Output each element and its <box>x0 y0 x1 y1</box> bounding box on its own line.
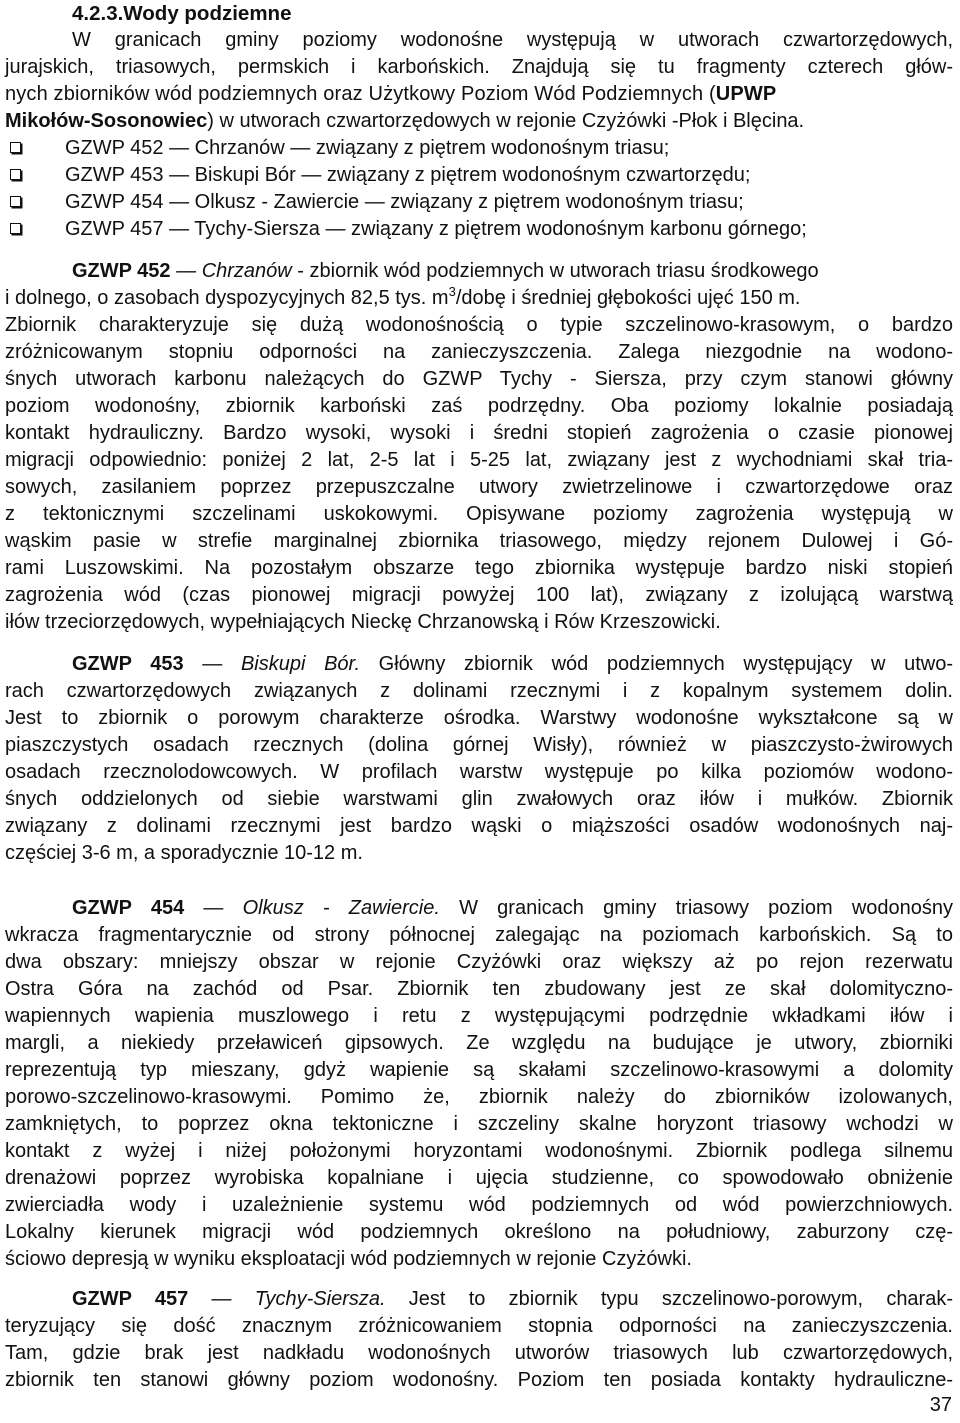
paragraph-line: reprezentują typ mieszany, gdyż wapienie są skałami szczelinowo-krasowymi a dolomity <box>5 1059 953 1081</box>
paragraph-line: Tam, gdzie brak jest nadkładu wodonośnych utworów triasowych lub czwartorzędowych, <box>5 1342 953 1364</box>
paragraph-line: i dolnego, o zasobach dyspozycyjnych 82,5 tys. $m^3$/dobę i średniej głębokości ujęć 150 m. <box>5 284 801 309</box>
paragraph-line: śnych utworach karbonu należących do GZWP Tychy - Siersza, przy czym stanowi główny <box>5 368 953 390</box>
paragraph-line: zagrożenia wód (czas pionowej migracji powyżej 100 lat), związany z izolującą warstwą <box>5 584 953 606</box>
paragraph-line: iłów trzeciorzędowych, wypełniających Nieckę Chrzanowską i Rów Krzeszowicki. <box>5 611 721 633</box>
checkbox-bullet-icon <box>10 142 21 153</box>
paragraph-line: rach czwartorzędowych związanych z dolinami rzecznymi i z kopalnym systemem dolin. <box>5 680 953 702</box>
paragraph-line: śnych oddzielonych od siebie warstwami glin zwałowych oraz iłów i mułków. Zbiornik <box>5 788 953 810</box>
paragraph-line: zróżnicowanym stopniu odporności na zanieczyszczenia. Zalega niezgodnie na wodono- <box>5 341 953 363</box>
paragraph-line: drenażowi poprzez wyrobiska kopalniane i ujęcia studzienne, co spowodowało obniżenie <box>5 1167 953 1189</box>
paragraph-line: z tektonicznymi szczelinami uskokowymi. Opisywane poziomy zagrożenia występują w <box>5 503 953 525</box>
paragraph-line: osadach rzecznolodowcowych. W profilach warstw występuje po kilka poziomów wodono- <box>5 761 953 783</box>
paragraph-line: GZWP 454 — Olkusz - Zawiercie. W granicach gminy triasowy poziom wodonośny <box>72 897 954 919</box>
page-number: 37 <box>929 1394 952 1416</box>
paragraph-line: wapiennych wapienia muszlowego i retu z występującymi podrzędnie wkładkami iłów i <box>5 1005 953 1027</box>
intro-line: W granicach gminy poziomy wodonośne występują w utworach czwartorzędowych, <box>72 29 953 51</box>
paragraph-line: GZWP 453 — Biskupi Bór. Główny zbiornik wód podziemnych występujący w utwo- <box>72 653 953 675</box>
list-item: GZWP 453 — Biskupi Bór — związany z piętrem wodonośnym czwartorzędu; <box>10 162 750 189</box>
list-item: GZWP 454 — Olkusz - Zawiercie — związany z piętrem wodonośnym triasu; <box>10 189 744 216</box>
paragraph-line: migracji odpowiednio: poniżej 2 lat, 2-5 lat i 5-25 lat, związany jest z wychodniami skał tria- <box>5 449 953 471</box>
paragraph-line: Ostra Góra na zachód od Psar. Zbiornik ten zbudowany jest ze skał dolomityczno- <box>5 978 953 1000</box>
paragraph-line: porowo-szczelinowo-krasowymi. Pomimo że, zbiornik należy do zbiorników izolowanych, <box>5 1086 953 1108</box>
section-heading: 4.2.3.Wody podziemne <box>72 2 292 25</box>
paragraph-line: sowych, zasilaniem poprzez przepuszczalne utwory zwietrzelinowe i czwartorzędowe oraz <box>5 476 953 498</box>
paragraph-line: GZWP 452 — Chrzanów - zbiornik wód podziemnych w utworach triasu środkowego <box>72 260 819 282</box>
paragraph-line: kontakt z wyżej i niżej położonymi horyzontami wodonośnymi. Zbiornik podlega silnemu <box>5 1140 953 1162</box>
paragraph-line: wąskim pasie w strefie marginalnej zbiornika triasowego, między rejonem Dulowej i Gó- <box>5 530 953 552</box>
intro-line: nych zbiorników wód podziemnych oraz Użytkowy Poziom Wód Podziemnych (UPWP <box>5 83 777 105</box>
paragraph-line: Zbiornik charakteryzuje się dużą wodonośnością o typie szczelinowo-krasowym, o bardzo <box>5 314 953 336</box>
paragraph-line: ściowo depresją w wyniku eksploatacji wód podziemnych w rejonie Czyżówki. <box>5 1248 692 1270</box>
paragraph-line: dwa obszary: mniejszy obszar w rejonie Czyżówki oraz większy aż po rejon rezerwatu <box>5 951 953 973</box>
paragraph-line: teryzujący się dość znacznym zróżnicowaniem stopnia odporności na zanieczyszczenia. <box>5 1315 953 1337</box>
paragraph-line: zamkniętych, to poprzez okna tektoniczne i szczeliny skalne horyzont triasowy wchodzi w <box>5 1113 953 1135</box>
paragraph-line: GZWP 457 — Tychy-Siersza. Jest to zbiornik typu szczelinowo-porowym, charak- <box>72 1288 954 1310</box>
paragraph-line: zwierciadła wody i uzależnienie systemu wód podziemnych od wód powierzchniowych. <box>5 1194 953 1216</box>
list-item: GZWP 457 — Tychy-Siersza — związany z piętrem wodonośnym karbonu górnego; <box>10 216 807 243</box>
paragraph-line: Jest to zbiornik o porowym charakterze ośrodka. Warstwy wodonośne wykształcone są w <box>5 707 953 729</box>
paragraph-line: poziom wodonośny, zbiornik karboński zaś podrzędny. Oba poziomy lokalnie posiadają <box>5 395 953 417</box>
intro-line: jurajskich, triasowych, permskich i karbońskich. Znajdują się tu fragmenty czterech głów- <box>5 56 953 78</box>
paragraph-line: zbiornik ten stanowi główny poziom wodonośny. Poziom ten posiada kontakty hydrauliczne- <box>5 1369 953 1391</box>
checkbox-bullet-icon <box>10 223 21 234</box>
paragraph-line: częściej 3-6 m, a sporadycznie 10-12 m. <box>5 842 363 864</box>
list-item: GZWP 452 — Chrzanów — związany z piętrem wodonośnym triasu; <box>10 135 669 162</box>
paragraph-line: kontakt hydrauliczny. Bardzo wysoki, wysoki i średni stopień zagrożenia o czasie pionowej <box>5 422 953 444</box>
paragraph-line: związany z dolinami rzecznymi jest bardzo wąski o miąższości osadów wodonośnych naj- <box>5 815 953 837</box>
checkbox-bullet-icon <box>10 196 21 207</box>
paragraph-line: piaszczystych osadach rzecznych (dolina górnej Wisły), również w piaszczysto-żwirowych <box>5 734 953 756</box>
paragraph-line: rami Luszowskimi. Na pozostałym obszarze tego zbiornika występuje bardzo niski stopień <box>5 557 953 579</box>
intro-line: Mikołów-Sosonowiec) w utworach czwartorzędowych w rejonie Czyżówki -Płok i Blęcina. <box>5 110 805 132</box>
paragraph-line: margli, a niekiedy przeławiceń gipsowych. Ze względu na budujące je utwory, zbiorniki <box>5 1032 953 1054</box>
paragraph-line: Lokalny kierunek migracji wód podziemnych określono na południowy, zaburzony czę- <box>5 1221 953 1243</box>
paragraph-line: wkracza fragmentarycznie od strony północnej zalegając na poziomach karbońskich. Są to <box>5 924 953 946</box>
checkbox-bullet-icon <box>10 169 21 180</box>
